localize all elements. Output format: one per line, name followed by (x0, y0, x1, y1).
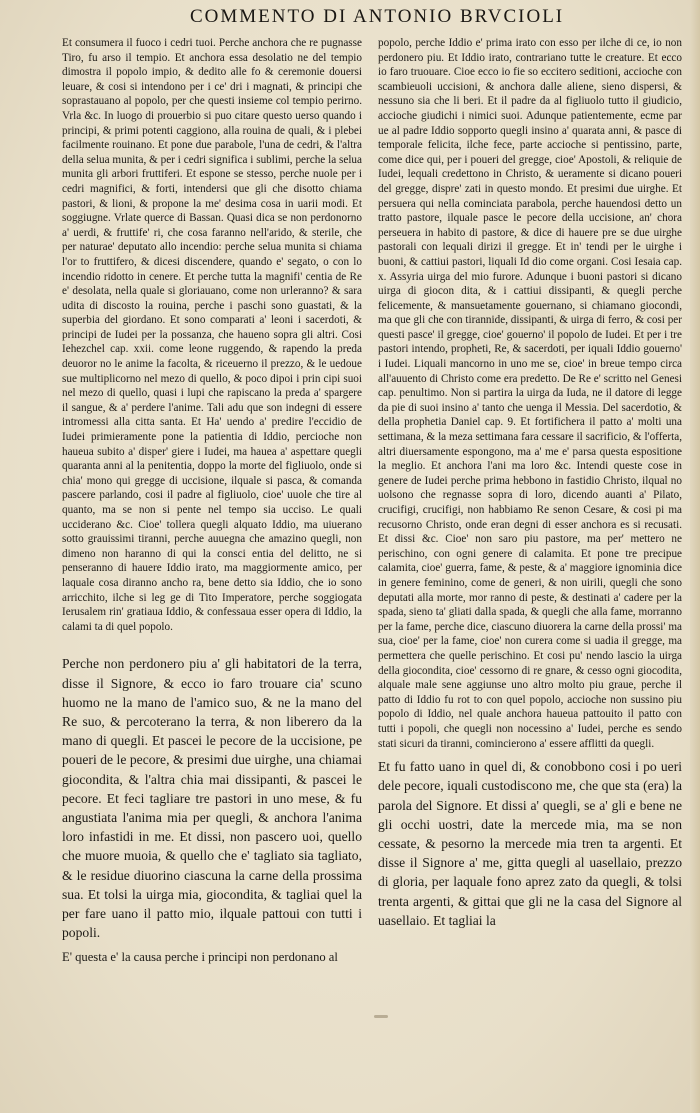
left-scripture: Perche non perdonero piu a' gli habitatori de la terra, disse il Signore, & ecco io faro trouare cia' scuno huomo ne la mano de l'amico suo, & ne la mano del Re suo, & percoterano la terra, & non liberero da la mano di quegli. Et pascei le pecore de la uccisione, pe poueri de le pecore, & presimi due uirghe, una chiamai giocondita, & l'altra chia mai dissipanti, & pascei le pecore. Et feci tagliare tre pastori in uno mese, & fu angustiata l'anima mia per quegli, & anchora l'anima loro infastidi in me. Et dissi, non pascero uoi, quello che muore muoia, & quello che e' tagliato sia tagliato, & le residue diuorino ciascuna la carne della prossima sua. Et tolsi la uirga mia, giocondita, & tagliai quel la per fare uano il patto mio, ilquale pattoui con tutti i popoli. (62, 656, 362, 941)
running-head: COMMENTO DI ANTONIO BRVCIOLI (190, 6, 565, 27)
page-edge (690, 0, 700, 1113)
right-commentary: popolo, perche Iddio e' prima irato con esso per ilche di ce, io non perdonero piu. Et Iddio irato, contrariano tutte le creature. Et ecco io faro truouare. Cioe ecco io fie so eccitero seditioni, accioche con scambieuoli uccisioni, & anchora dalle aliene, sieno dispersi, & nessuno sia che li beri. Et il padre da al figliuolo tutto il giudicio, accioche giudichi i nimici suoi. Adunque patientemente, ecme par ue al padre Iddio sopporto quegli insino a' quarata anni, & pasce di temporale felicita, ilche fece, parte accioche si pentissino, parte, come dice qui, per i poueri del gregge, cioe' Apostoli, & reliquie de Iudei, lequali credettono in Christo, & ueramente si dicano poueri del gregge, dispre' zati in questo mondo. Et presimi due uirghe. Et persuera qui nella cominciata parabola, perche hauendosi detto un tratto pastore, ilquale pasce le pecore della uccisione, an' chora perseuera in habito di pastore, & dice di hauere pre se due uirghe pastorali con lequali dirizi il gregge. Et in' tendi per le uirghe i buoni, & cattiui pastori, liquali Id dio come organi. Cosi Iesaia cap. x. Assyria uirga del mio furore. Adunque i buoni pastori si dicano uirga di giocon dita, & i cattiui dissipanti, & quegli perche felicemente, & mansuetamente gouernano, si chiamano giocondi, ma que gli che con tirannide, dissipanti, & uirga di ferro, & cosi per questi pasce' il gregge, cioe' gouerno' il popolo de Iudei. Et per i tre pastori intendo, propheti, Re, & sacerdoti, per iquali Iddio gouerno' i Iudei. Liquali mancorno in uno me se, cioe' in breue tempo circa all'auuento di Christo come era predetto. De Re e' scritto nel Genesi cap. penultimo. Non si partira la uirga da Iuda, ne il datore di legge da pie di suoi insino a' tanto che uenga il Messia. Del sacerdotio, & della prophetia Daniel cap. 9. Et fortifichera il patto a' molti una settimana, & la meza settimana fara cessare il sacrificio, & l'offerta, altri diuersamente espongono, ma a' me e' parsa questa espositione la meglio. Et anchora l'ani ma loro &c. Intendi queste cose in genere de Iudei perche prima hebbono in fastidio Christo, ilqual no uolsono che regnasse sopra di loro, dicendo auanti a' Pilato, crucifigi, crucifigi, non habbiamo Re senon Cesare, & cosi pi ma recusorno Christo, onde eran degni di esser anchora es si recusati. Et dissi &c. Cioe' non saro piu pastore, ma per' mettero ne perischino, con ogni genere di calamita. Et pone tre precipue calamita, cioe' guerra, fame, & peste, & a' maggiore ignominia dice in genere feminino, come de generi, & non uirili, quegli che sono deputati alla morte, mor ranno di peste, & destinati a' cadere per la spada, sieno ta' gliati dalla spada, & quegli che alla fame, morranno per la fame, perche dice, ciascuno diuorera la carne della prossi' ma sua, cioe' per la fame, cioe' non curera come si uadia il gregge, ma permettera che quelle perischino. Et cosi pu' nendo lascio la uirga della giocondita, cioe' cessorno di re gnare, & cesso ogni giocodita, alquale male sene aggiunse uno altro molto piu graue, perche il patto di Iddio fu rot to con quel popolo, accioche non sussino piu popolo di Iddio, nel quale anchora haueua pattouito il patto con tutti i popoli, che quegli non nocessino a' Iudei, perche es sendo stati sicuri da tiranni, comincierono a' essere afflitti da quegli. (378, 37, 682, 750)
left-closing: E' questa e' la causa perche i principi non perdonano al (62, 950, 338, 965)
left-commentary: Et consumera il fuoco i cedri tuoi. Perche anchora che re pugnasse Tiro, fu arso il tempio. Et anchora essa desolatio ne del tempio dimostra il popolo impio, & dedito alle fo & ceremonie douersi leuare, & cosi si intendono per i ce' dri i magnati, & principi che soprastauano al popolo, per che questi insieme col tempio perirno. Vrla &c. In luogo di prouerbio si puo citare questo uerso quando i principi, & primi potenti caggiono, alla rouina de quali, & i plebei facilmente rouinano. Et pone due parabole, l'una de cedri, & l'altra della selua munita, & per i cedri significa i sublimi, perche la selua munita gli arbori fruttiferi. Et espone se stesso, perche nuole per i cedri magnifici, & forti, intendersi que gli che disotto chiama pastori, & lioni, & propone la me' desima cosa in uarii modi. Et soggiugne. Vrlate querce di Bassan. Quasi dica se non perdonorno a' uerdi, & fruttife' ri, che cosa faranno nell'arido, & sterile, che per naturae' deputato allo incendio: perche selua munita si chiama l'or to fruttifero, & dicesi discendere, quando e' segato, o con lo incendio ridotto in cenere. Et perche tutta la magnifi' centia de Re e' desolata, nella quale si gloriauano, come non urleranno? & sara udita di discosto la rouina, perche i paschi sono guastati, & la superbia del giordano. Et sono comparati a' leoni i sacerdoti, & principi de Iudei per la possanza, che haueno sopra gli altri. Cosi Iehezchel cap. xxii. come leone ruggendo, & rapendo la preda deuoror no le anime la facolta, & riceuerno il prezzo, & le uedoue sue multiplicorno nel mezo di quello, & poco dipoi i prin cipi suoi nel mezo di quello, quasi i lupi che rapiscano la preda a' spargere il sangue, & a' perdere l'anime. Tali adu que son indegni di essere intromessi alla citta santa. Et Ha' uendo a' predire l'eccidio de Iudei primieramente pone la patientia di Iddio, percioche non haueua subito a' disper' giere i Iudei, ma hauea a' aspettare quegli quaranta anni al la penitentia, doppo la morte del figliuolo, onde si chia' mono qui gregge di uccisione, ilquale si pasca, & comanda pascere parlando, cosi il padre al figliuolo, cioe' uuole che tire al quanto, ma se non si pente nel tempo sia ucciso. Le quali ucciderano &c. Cioe' tollera quegli alquato Iddio, ma uiuerano sotto grauissimi tiranni, perche auuegna che amazino quegli, non dimeno non haranno di qui la consci entia del delitto, ne si penseranno di hauere Iddio irato, ma maggiormente amico, per laquale cosa diranno ancho ra, bene detto sia Iddio, che io sono arricchito, ilche si leg ge di Tito Imperatore, perche soggiogata Ierusalem rin' gratiaua Iddio, & confessaua esser opera di Iddio, la calami ta di quel popolo. (62, 37, 362, 633)
right-column (378, 36, 682, 932)
right-scripture: Et fu fatto uano in quel di, & conobbono cosi i po ueri dele pecore, iquali custodiscono me, che que sta (era) la parola del Signore. Et dissi a' quegli, se a' gli e bene ne gli occhi uostri, date la mercede mia, ma se non cessate, & pesorno la mercede mia tren ta argenti. Et disse il Signore a' me, gitta quegli al uasellaio, prezzo di gloria, per laquale fono aprez zato da quegli, & tolsi trenta argenti, & gittai que gli ne la casa del Signore al uasellaio. Et tagliai la (378, 759, 682, 928)
left-column (62, 36, 362, 970)
ink-smudge (374, 1015, 388, 1018)
